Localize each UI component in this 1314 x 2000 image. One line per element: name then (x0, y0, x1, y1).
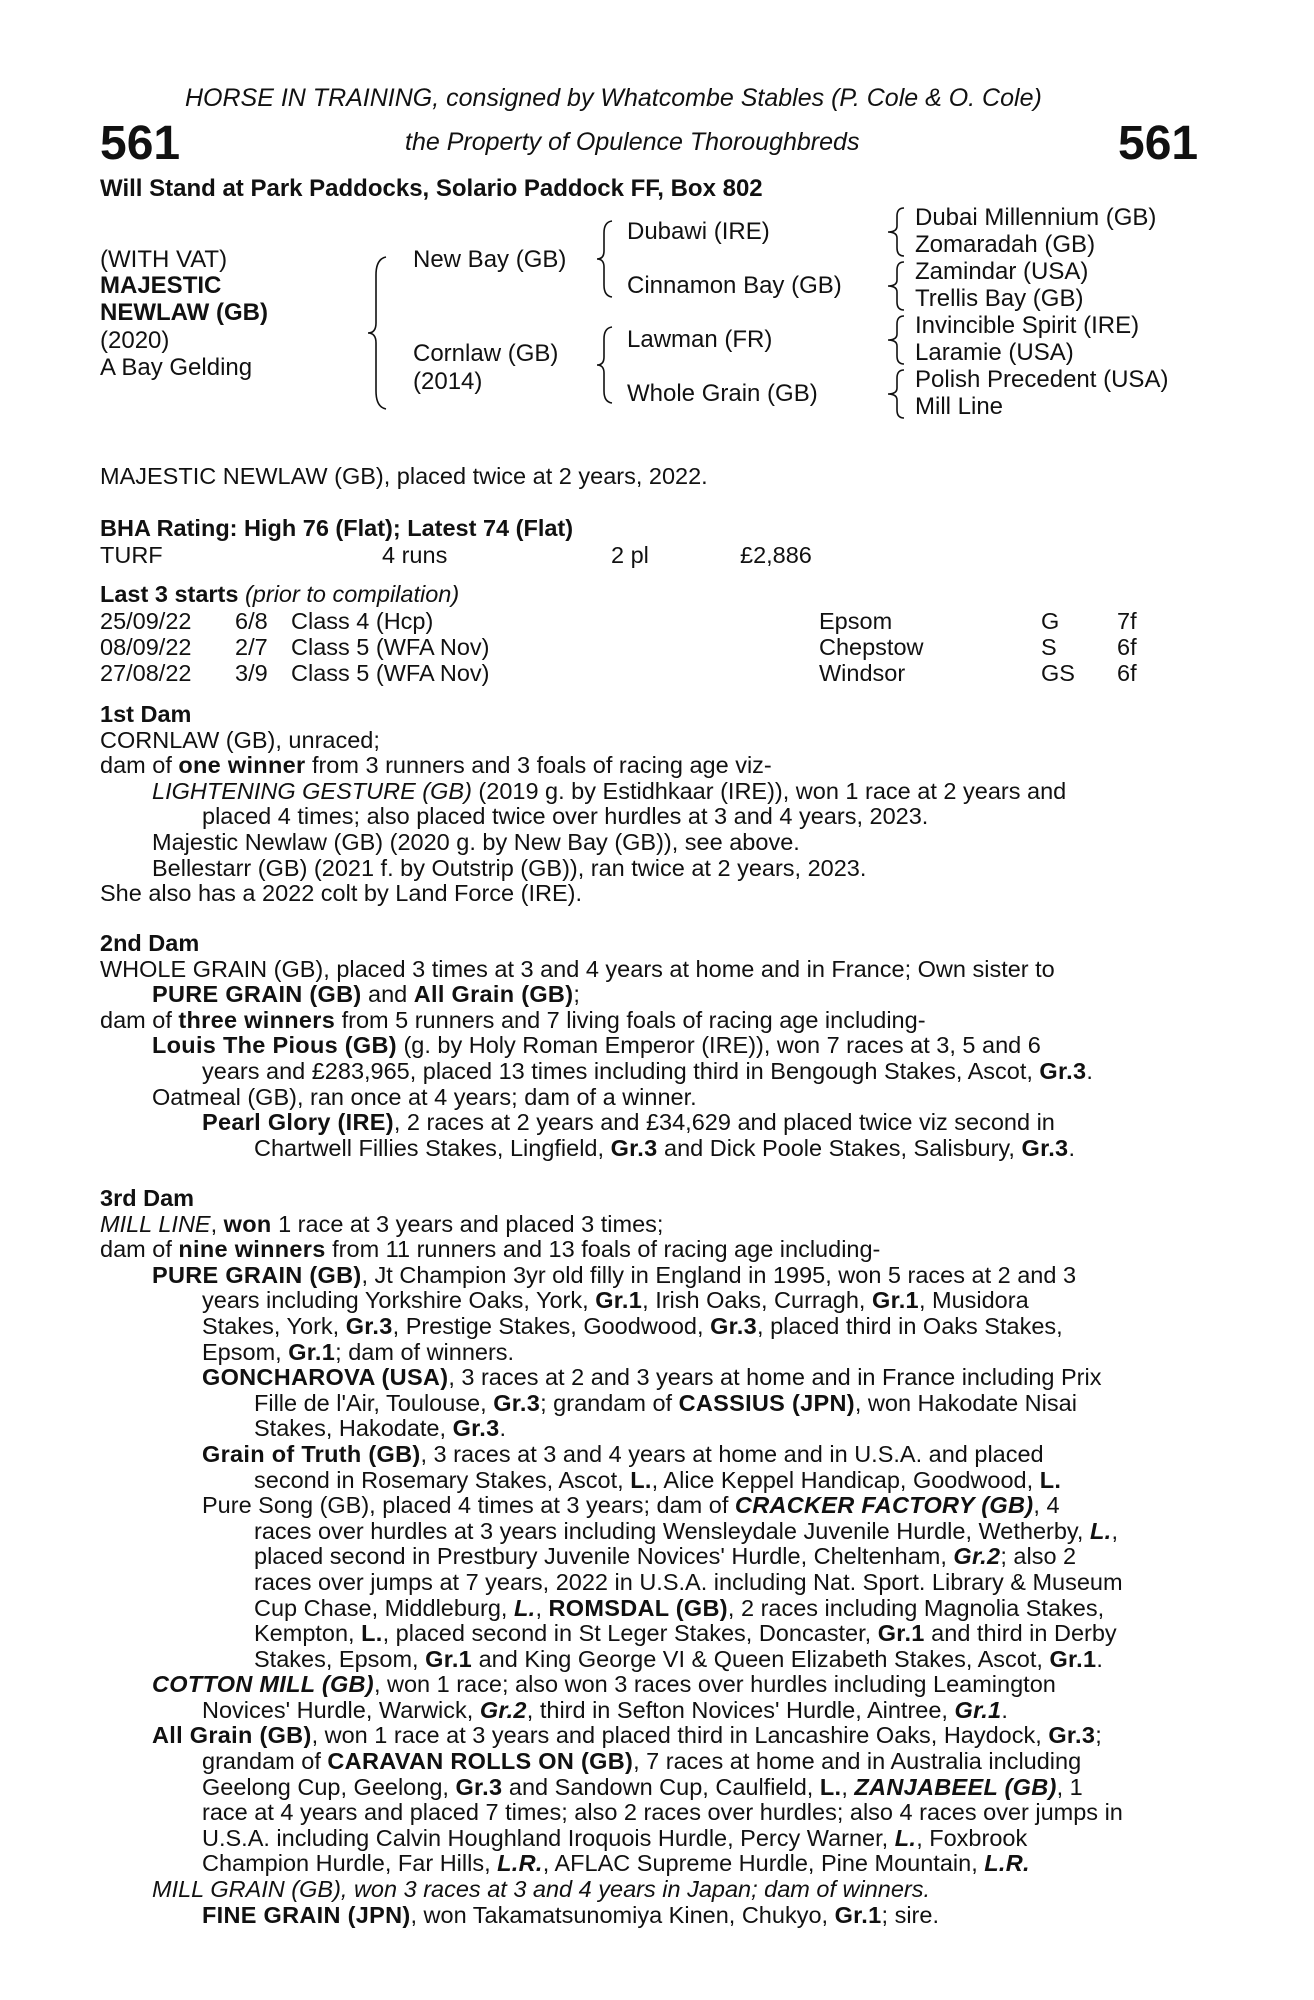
goncharova-entry-cont: Fille de l'Air, Toulouse, Gr.3; grandam of CASSIUS (JPN), won Hakodate Nisai (254, 1389, 1077, 1416)
sire-sire: Dubawi (IRE) (627, 218, 770, 245)
start-position: 2/7 (235, 634, 268, 660)
start-course: Windsor (819, 660, 906, 686)
race-summary: MAJESTIC NEWLAW (GB), placed twice at 2 years, 2022. (100, 463, 708, 489)
pure-song-entry-cont: Stakes, Epsom, Gr.1 and King George VI & Queen Elizabeth Stakes, Ascot, Gr.1. (254, 1645, 1103, 1672)
first-dam-other-foal: She also has a 2022 colt by Land Force (IRE). (100, 880, 583, 907)
horse-foaled-year: (2020) (100, 327, 170, 354)
start-course: Chepstow (819, 634, 924, 660)
last-starts-note: (prior to compilation) (244, 581, 460, 607)
start-date: 27/08/22 (100, 660, 192, 686)
start-date: 25/09/22 (100, 608, 192, 634)
bha-rating: BHA Rating: High 76 (Flat); Latest 74 (Flat) (100, 515, 574, 541)
vat-note: (WITH VAT) (100, 246, 228, 273)
rating-runs: 4 runs (382, 542, 448, 568)
first-dam-name: CORNLAW (GB), unraced; (100, 726, 380, 753)
first-dam-foal-1: LIGHTENING GESTURE (GB) (2019 g. by Estidhkaar (IRE)), won 1 race at 2 years and (152, 777, 1067, 804)
start-distance: 6f (1117, 660, 1137, 686)
rating-prize: £2,886 (740, 542, 812, 568)
start-race: Class 4 (Hcp) (291, 608, 434, 634)
all-grain-entry-cont: grandam of CARAVAN ROLLS ON (GB), 7 races at home and in Australia including (202, 1748, 1082, 1775)
pure-grain-entry-cont: Epsom, Gr.1; dam of winners. (202, 1338, 515, 1365)
pure-song-entry-cont: placed second in Prestbury Juvenile Novices' Hurdle, Cheltenham, Gr.2; also 2 (254, 1543, 1077, 1570)
last-starts-title: Last 3 starts (100, 581, 239, 607)
cotton-mill-entry-cont: Novices' Hurdle, Warwick, Gr.2, third in Sefton Novices' Hurdle, Aintree, Gr.1. (202, 1696, 1008, 1723)
third-dam-section (100, 1186, 1204, 1928)
first-dam-heading: 1st Dam (100, 701, 192, 727)
second-dam-grandfoal: Pearl Glory (IRE), 2 races at 2 years and £34,629 and placed twice viz second in (202, 1109, 1055, 1136)
header-consignor: HORSE IN TRAINING, consigned by Whatcombe Stables (P. Cole & O. Cole) (185, 84, 1042, 112)
horse-description: A Bay Gelding (100, 354, 253, 381)
dam: Cornlaw (GB) (413, 340, 559, 367)
second-dam-foal-1-cont: years and £283,965, placed 13 times including third in Bengough Stakes, Ascot, Gr.3. (202, 1057, 1093, 1084)
grain-of-truth-entry: Grain of Truth (GB), 3 races at 3 and 4 years at home and in U.S.A. and placed (202, 1440, 1044, 1467)
pedigree-brace-gs2 (884, 260, 908, 312)
grain-of-truth-entry-cont: second in Rosemary Stakes, Ascot, L., Alice Keppel Handicap, Goodwood, L. (254, 1466, 1062, 1493)
start-distance: 6f (1117, 634, 1137, 660)
goncharova-entry-cont: Stakes, Hakodate, Gr.3. (254, 1415, 507, 1442)
sire-dam: Cinnamon Bay (GB) (627, 272, 842, 299)
sire-dam-dam: Trellis Bay (GB) (915, 285, 1084, 312)
sire-sire-sire: Dubai Millennium (GB) (915, 204, 1157, 231)
fine-grain-entry: FINE GRAIN (JPN), won Takamatsunomiya Kinen, Chukyo, Gr.1; sire. (202, 1901, 939, 1928)
header-property: the Property of Opulence Thoroughbreds (405, 128, 860, 156)
pure-song-entry-cont: races over jumps at 7 years, 2022 in U.S.A. including Nat. Sport. Library & Museum (254, 1568, 1123, 1595)
sire: New Bay (GB) (413, 246, 567, 273)
pedigree-brace-gs4 (884, 368, 908, 420)
pure-grain-entry-cont: years including Yorkshire Oaks, York, Gr.1, Irish Oaks, Curragh, Gr.1, Musidora (202, 1287, 1029, 1314)
first-dam-foal-2: Majestic Newlaw (GB) (2020 g. by New Bay (GB)), see above. (152, 828, 800, 855)
third-dam-name: MILL LINE, won 1 race at 3 years and placed 3 times; (100, 1210, 664, 1237)
lot-number-right: 561 (1118, 117, 1199, 170)
second-dam-foal-2: Oatmeal (GB), ran once at 4 years; dam of a winner. (152, 1083, 697, 1110)
pure-song-entry-cont: races over hurdles at 3 years including Wensleydale Juvenile Hurdle, Wetherby, L., (254, 1517, 1118, 1544)
first-dam-foal-1-cont: placed 4 times; also placed twice over hurdles at 3 and 4 years, 2023. (202, 803, 929, 830)
start-race: Class 5 (WFA Nov) (291, 634, 490, 660)
dam-sire-sire: Invincible Spirit (IRE) (915, 312, 1140, 339)
pedigree-brace-gs3 (884, 314, 908, 366)
second-dam-sisters: PURE GRAIN (GB) and All Grain (GB); (152, 981, 580, 1008)
horse-name-line1: MAJESTIC (100, 272, 222, 299)
lot-number-left: 561 (100, 117, 181, 170)
second-dam-name: WHOLE GRAIN (GB), placed 3 times at 3 and 4 years at home and in France; Own sister to (100, 955, 1055, 982)
second-dam-section (100, 931, 1204, 1161)
third-dam-heading: 3rd Dam (100, 1185, 195, 1211)
pure-song-entry-cont: Cup Chase, Middleburg, L., ROMSDAL (GB), 2 races including Magnolia Stakes, (254, 1594, 1105, 1621)
first-dam-produce-summary: dam of one winner from 3 runners and 3 foals of racing age viz- (100, 752, 772, 779)
pedigree-brace-main (366, 255, 392, 411)
sire-sire-dam: Zomaradah (GB) (915, 231, 1096, 258)
pedigree-brace-sire (594, 219, 616, 299)
cotton-mill-entry: COTTON MILL (GB), won 1 race; also won 3 races over hurdles including Leamington (152, 1671, 1056, 1698)
pure-song-entry: Pure Song (GB), placed 4 times at 3 years; dam of CRACKER FACTORY (GB), 4 (202, 1492, 1060, 1519)
start-position: 3/9 (235, 660, 268, 686)
start-race: Class 5 (WFA Nov) (291, 660, 490, 686)
stand-location: Will Stand at Park Paddocks, Solario Paddock FF, Box 802 (100, 175, 763, 202)
all-grain-entry-cont: race at 4 years and placed 7 times; also 2 races over hurdles; also 4 races over jumps in (202, 1799, 1123, 1826)
all-grain-entry: All Grain (GB), won 1 race at 3 years and placed third in Lancashire Oaks, Haydock, Gr.3; (152, 1722, 1102, 1749)
dam-sire: Lawman (FR) (627, 326, 773, 353)
second-dam-foal-1: Louis The Pious (GB) (g. by Holy Roman Emperor (IRE)), won 7 races at 3, 5 and 6 (152, 1032, 1041, 1059)
dam-dam-sire: Polish Precedent (USA) (915, 366, 1169, 393)
start-position: 6/8 (235, 608, 268, 634)
all-grain-entry-cont: Champion Hurdle, Far Hills, L.R., AFLAC Supreme Hurdle, Pine Mountain, L.R. (202, 1850, 1030, 1877)
pedigree-brace-dam (594, 325, 616, 405)
first-dam-section (100, 702, 1204, 907)
goncharova-entry: GONCHAROVA (USA), 3 races at 2 and 3 years at home and in France including Prix (202, 1364, 1102, 1391)
start-course: Epsom (819, 608, 893, 634)
last-starts-heading (100, 582, 459, 608)
dam-year: (2014) (413, 368, 483, 395)
horse-name-line2: NEWLAW (GB) (100, 299, 268, 326)
pure-song-entry-cont: Kempton, L., placed second in St Leger Stakes, Doncaster, Gr.1 and third in Derby (254, 1620, 1117, 1647)
second-dam-grandfoal-cont: Chartwell Fillies Stakes, Lingfield, Gr.3 and Dick Poole Stakes, Salisbury, Gr.3. (254, 1134, 1075, 1161)
mill-grain-entry: MILL GRAIN (GB), won 3 races at 3 and 4 years in Japan; dam of winners. (152, 1876, 931, 1903)
start-distance: 7f (1117, 608, 1137, 634)
all-grain-entry-cont: U.S.A. including Calvin Houghland Iroquois Hurdle, Percy Warner, L., Foxbrook (202, 1824, 1028, 1851)
pure-grain-entry-cont: Stakes, York, Gr.3, Prestige Stakes, Goodwood, Gr.3, placed third in Oaks Stakes, (202, 1312, 1063, 1339)
start-going: G (1041, 608, 1060, 634)
second-dam-heading: 2nd Dam (100, 930, 200, 956)
dam-sire-dam: Laramie (USA) (915, 339, 1074, 366)
start-going: GS (1041, 660, 1075, 686)
pure-grain-entry: PURE GRAIN (GB), Jt Champion 3yr old filly in England in 1995, won 5 races at 2 and 3 (152, 1261, 1077, 1288)
dam-dam: Whole Grain (GB) (627, 380, 818, 407)
start-going: S (1041, 634, 1057, 660)
sire-dam-sire: Zamindar (USA) (915, 258, 1089, 285)
rating-surface: TURF (100, 542, 163, 568)
rating-placed: 2 pl (611, 542, 649, 568)
start-date: 08/09/22 (100, 634, 192, 660)
third-dam-produce-summary: dam of nine winners from 11 runners and 13 foals of racing age including- (100, 1236, 881, 1263)
all-grain-entry-cont: Geelong Cup, Geelong, Gr.3 and Sandown Cup, Caulfield, L., ZANJABEEL (GB), 1 (202, 1773, 1083, 1800)
first-dam-foal-3: Bellestarr (GB) (2021 f. by Outstrip (GB)), ran twice at 2 years, 2023. (152, 854, 867, 881)
pedigree-brace-gs1 (884, 206, 908, 258)
dam-dam-dam: Mill Line (915, 393, 1004, 420)
second-dam-produce-summary: dam of three winners from 5 runners and 7 living foals of racing age including- (100, 1006, 926, 1033)
